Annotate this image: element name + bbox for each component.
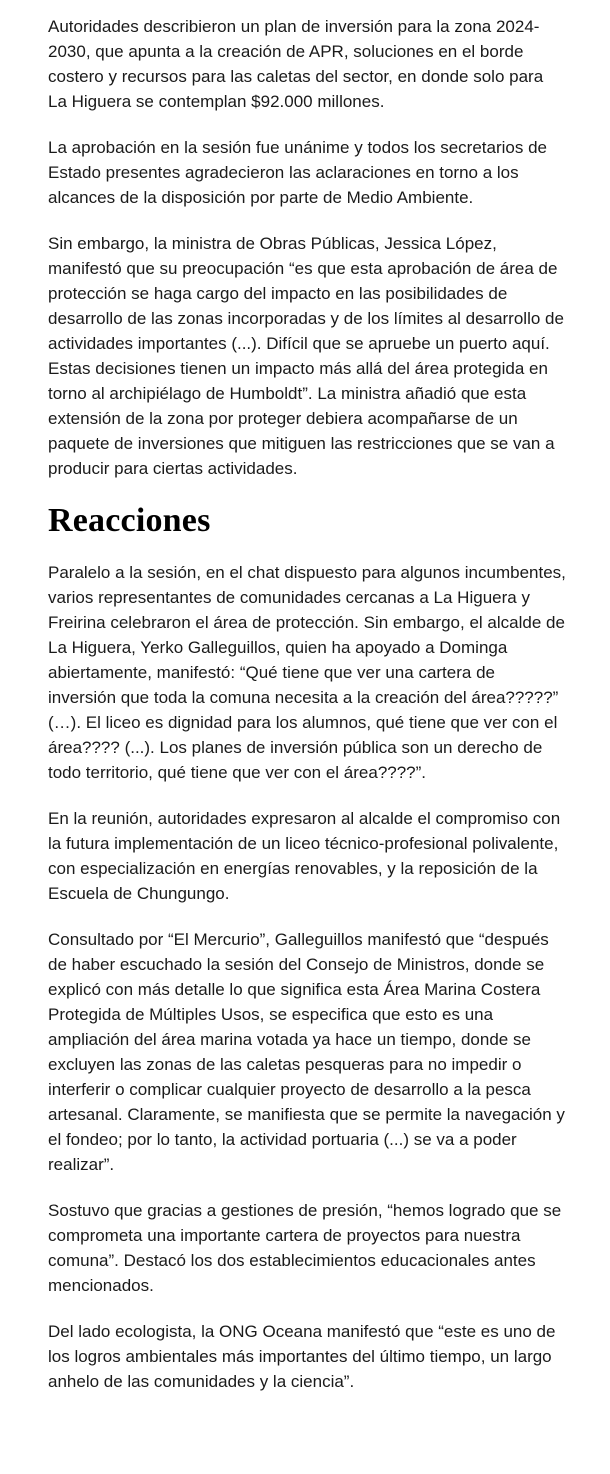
article-paragraph: Del lado ecologista, la ONG Oceana manifestó que “este es uno de los logros ambientales más importantes del último tiempo, un largo anhelo de las comunidades y la ciencia”. [48,1322,556,1391]
section-heading: Reacciones [48,502,211,539]
article-paragraph: Sostuvo que gracias a gestiones de presión, “hemos logrado que se comprometa una importante cartera de proyectos para nuestra comuna”. Destacó los dos establecimientos educacionales antes mencionados. [48,1201,562,1295]
article-paragraph: Sin embargo, la ministra de Obras Públicas, Jessica López, manifestó que su preocupación “es que esta aprobación de área de protección se haga cargo del impacto en las posibilidades de desarrollo de las zonas incorporadas y de los límites al desarrollo de actividades importantes (...). Difícil que se apruebe un puerto aquí. Estas decisiones tienen un impacto más allá del área protegida en torno al archipiélago de Humboldt”. La ministra añadió que esta extensión de la zona por proteger debiera acompañarse de un paquete de inversiones que mitiguen las restricciones que se van a producir para ciertas actividades. [48,234,564,478]
article-paragraph: Autoridades describieron un plan de inversión para la zona 2024-2030, que apunta a la creación de APR, soluciones en el borde costero y recursos para las caletas del sector, en donde solo para La Higuera se contemplan $92.000 millones. [48,17,544,111]
article-paragraph: La aprobación en la sesión fue unánime y todos los secretarios de Estado presentes agradecieron las aclaraciones en torno a los alcances de la disposición por parte de Medio Ambiente. [48,138,547,207]
article-paragraph: Paralelo a la sesión, en el chat dispuesto para algunos incumbentes, varios representantes de comunidades cercanas a La Higuera y Freirina celebraron el área de protección. Sin embargo, el alcalde de La Higuera, Yerko Galleguillos, quien ha apoyado a Dominga abiertamente, manifestó: “Qué tiene que ver una cartera de inversión que toda la comuna necesita a la creación del área?????” (…). El liceo es dignidad para los alumnos, qué tiene que ver con el área???? (...). Los planes de inversión pública son un derecho de todo territorio, qué tiene que ver con el área????”. [48,563,566,782]
article-paragraph: Consultado por “El Mercurio”, Galleguillos manifestó que “después de haber escuchado la sesión del Consejo de Ministros, donde se explicó con más detalle lo que significa esta Área Marina Costera Protegida de Múltiples Usos, se especifica que esto es una ampliación del área marina votada ya hace un tiempo, donde se excluyen las zonas de las caletas pesqueras para no impedir o interferir o complicar cualquier proyecto de desarrollo a la pesca artesanal. Claramente, se manifiesta que se permite la navegación y el fondeo; por lo tanto, la actividad portuaria (...) se va a poder realizar”. [48,930,565,1174]
article-paragraph: En la reunión, autoridades expresaron al alcalde el compromiso con la futura implementación de un liceo técnico-profesional polivalente, con especialización en energías renovables, y la reposición de la Escuela de Chungungo. [48,809,561,903]
